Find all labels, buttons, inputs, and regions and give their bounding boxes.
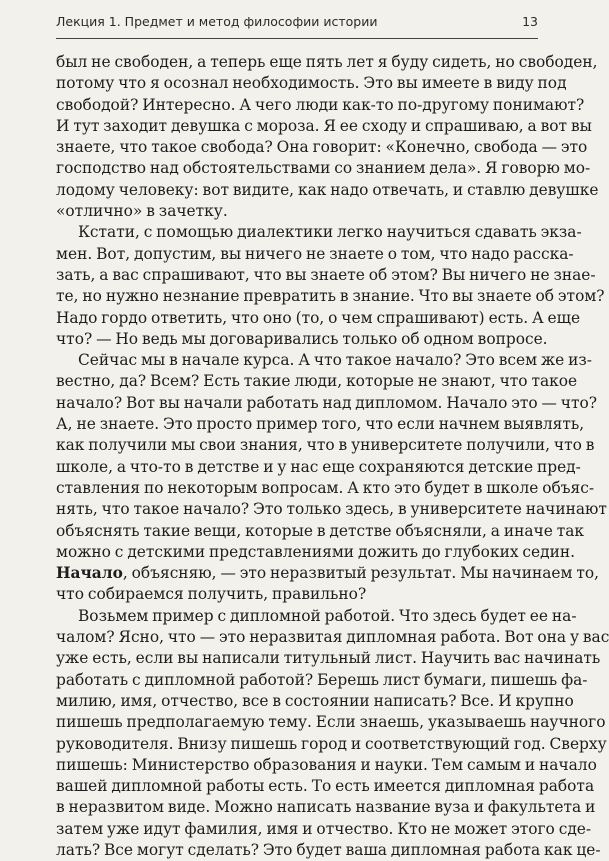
chapter-title: Лекция 1. Предмет и метод философии истории [56,14,378,29]
paragraph [56,350,607,606]
page-number: 13 [522,14,538,29]
text-line: И тут заходит девушка с мороза. Я ее сходу и спрашиваю, а вот вы [56,116,592,135]
text-line: пишешь предполагаемую тему. Если знаешь, указываешь научного [56,713,606,732]
text-line: ставления по некоторым вопросам. А кто это будет в школе объяс- [56,478,595,497]
text-line: школе, а что-то в детстве и у нас еще сохраняются детские пред- [56,457,581,476]
text-line: Кстати, с помощью диалектики легко научиться сдавать экза- [78,223,582,242]
text-line: Сейчас мы в начале курса. А что такое начало? Это всем же из- [78,351,593,370]
text-line: в неразвитом виде. Можно написать название вуза и факультета и [56,798,596,817]
text-line: «отлично» в зачетку. [56,202,228,221]
text-line: руководителя. Внизу пишешь город и соответствующий год. Сверху [56,734,607,753]
text-line: затем уже идут фамилия, имя и отчество. Кто не может этого сде- [56,819,592,838]
text-line: господство над обстоятельствами со знанием дела». Я говорю мо- [56,159,591,178]
body-text [56,52,609,861]
bold-term: Начало [56,564,123,583]
text-line: вестно, да? Всем? Есть такие люди, которые не знают, что такое [56,372,578,391]
text-line [56,563,600,584]
text-line: потому что я осознал необходимость. Это вы имеете в виду под [56,74,567,93]
text-line: объяснять такие вещи, которые в детстве объясняли, а иначе так [56,521,585,540]
text-line: лать? Все могут сделать? Это будет ваша дипломная работа как це- [56,840,601,859]
text-line: вашей дипломной работы есть. То есть имеется дипломная работа [56,777,595,796]
running-header [56,14,538,34]
text-line: уже есть, если вы написали титульный лист. Научить вас начинать [56,649,601,668]
bold-term-continuation: , объясняю, — это неразвитый результат. Мы начинаем то, [122,564,600,583]
text-line: лодому человеку: вот видите, как надо отвечать, и ставлю девушке [56,180,599,199]
paragraph [56,52,599,222]
text-line: начало? Вот вы начали работать над дипломом. Начало это — что? [56,393,598,412]
paragraph [56,222,605,350]
text-line: те, но нужно незнание превратить в знание. Что вы знаете об этом? [56,287,605,306]
text-line: мен. Вот, допустим, вы ничего не знаете о том, что надо расска- [56,244,574,263]
text-line: работать с дипломной работой? Берешь лист бумаги, пишешь фа- [56,670,588,689]
text-line: знаете, что такое свобода? Она говорит: «Конечно, свобода — это [56,138,588,157]
header-rule [56,38,538,39]
text-line: зать, а вас спрашивают, что вы знаете об этом? Вы ничего не знае- [56,265,596,284]
text-line: что? — Но ведь мы договаривались только об одном вопросе. [56,329,548,348]
text-line: можно с детскими представлениями дожить до глубоких седин. [56,542,576,561]
text-line: А, не знаете. Это просто пример того, что если начнем выявлять, [56,415,585,434]
paragraph [56,606,609,861]
text-line: Возьмем пример с дипломной работой. Что здесь будет ее на- [78,606,577,625]
text-line: пишешь: Министерство образования и науки. Тем самым и начало [56,755,597,774]
text-line: милию, имя, отчество, все в состоянии написать? Все. И крупно [56,691,574,710]
text-line: был не свободен, а теперь еще пять лет я буду сидеть, но свободен, [56,53,598,71]
text-line: нять, что такое начало? Это только здесь, в университете начинают [56,500,607,519]
text-line: чалом? Ясно, что — это неразвитая дипломная работа. Вот она у вас [56,628,609,647]
text-line: свободой? Интересно. А чего люди как-то по-другому понимают? [56,95,585,114]
text-line: что собираемся получить, правильно? [56,585,367,604]
text-line: как получили мы свои знания, что в университете получили, что в [56,436,595,455]
text-line: Надо гордо ответить, что оно (то, о чем спрашивают) есть. А еще [56,308,581,327]
